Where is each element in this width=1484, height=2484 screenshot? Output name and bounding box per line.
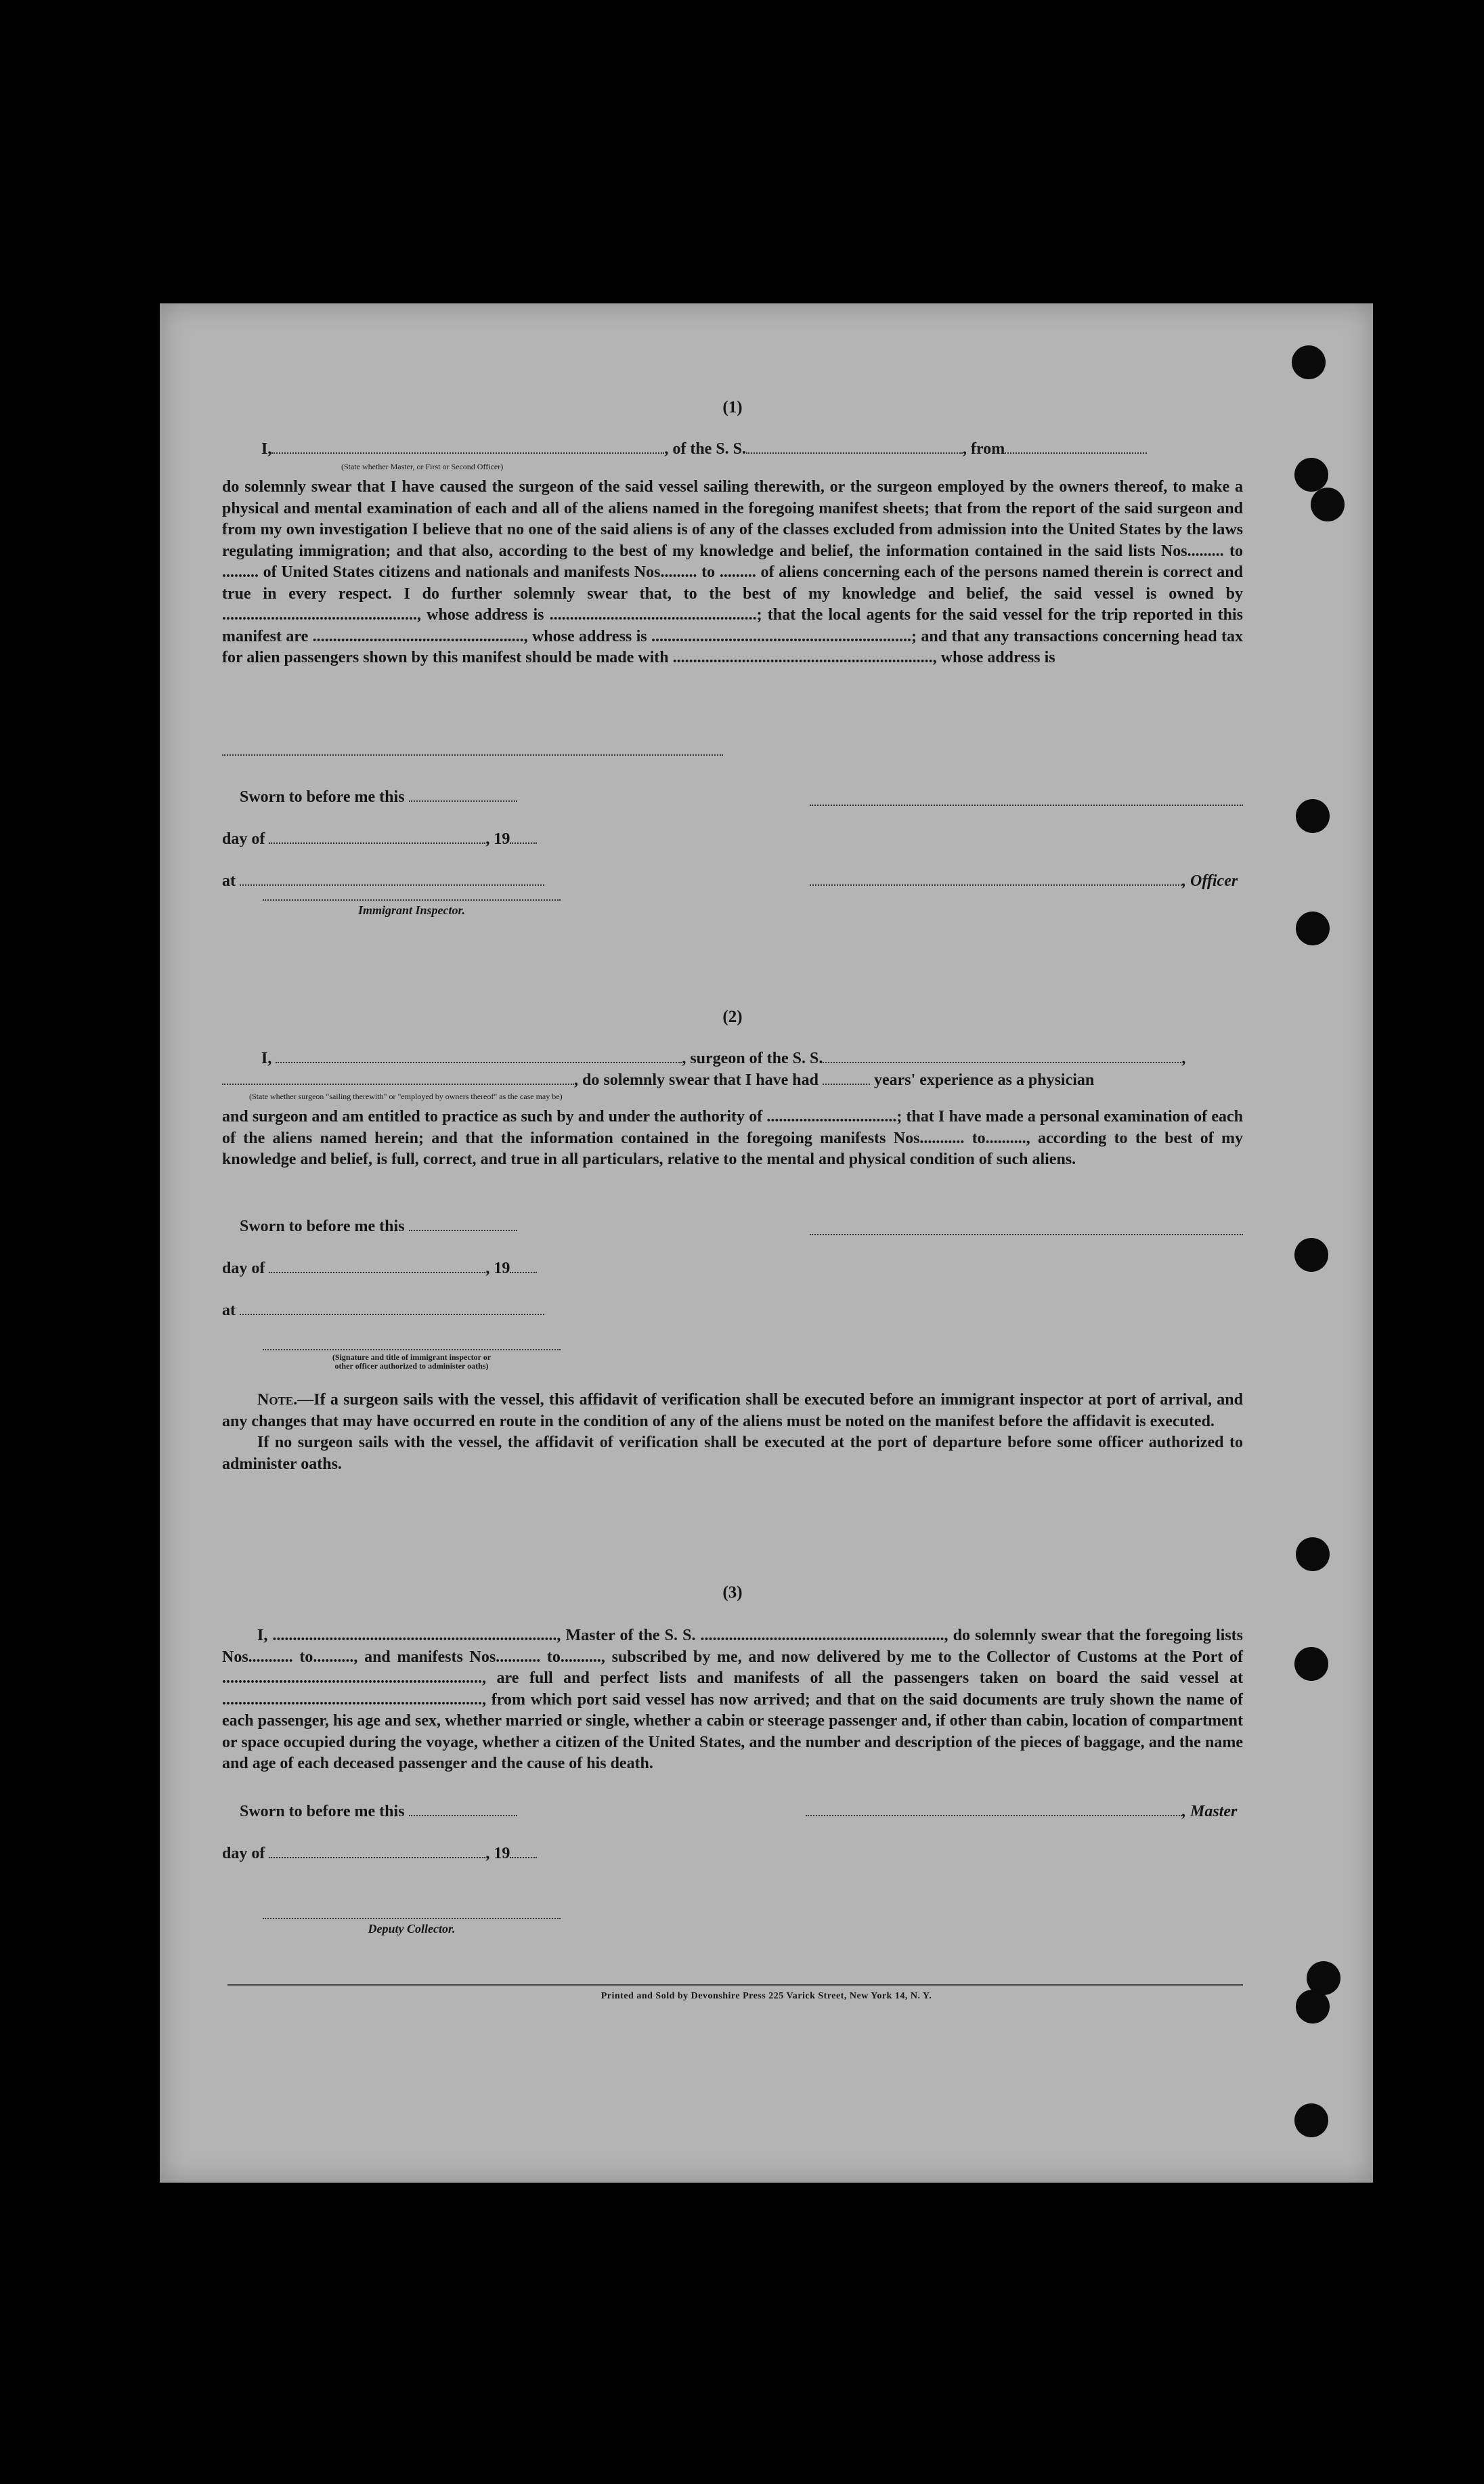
collector-signature-line[interactable] bbox=[263, 1918, 561, 1919]
surgeon-signature-line[interactable] bbox=[810, 1234, 1243, 1235]
officer-line bbox=[810, 872, 1238, 891]
punch-hole bbox=[1296, 799, 1330, 833]
note-paragraph-1 bbox=[222, 1390, 1243, 1432]
section-number: (2) bbox=[722, 1008, 743, 1026]
punch-hole bbox=[1296, 912, 1330, 945]
note-label: Note. bbox=[257, 1391, 298, 1409]
sworn-day-field[interactable] bbox=[409, 1803, 517, 1816]
note-text: —If a surgeon sails with the vessel, this affidavit of verification shall be executed before an immigrant inspector at port of arrival, and any changes that may have occurred en route in the condition of any of the aliens must be noted on the manifest before the affidavit is executed. bbox=[222, 1391, 1243, 1430]
affidavit-section-1 bbox=[222, 398, 1243, 890]
year-label: , 19 bbox=[485, 1260, 510, 1277]
section-number: (1) bbox=[722, 398, 743, 416]
printer-imprint: Printed and Sold by Devonshire Press 225 Varick Street, New York 14, N. Y. bbox=[601, 1991, 932, 2001]
signature-caption bbox=[263, 1353, 561, 1371]
officer-name-field[interactable] bbox=[271, 440, 664, 454]
footer-rule bbox=[227, 1984, 1243, 1986]
place-field[interactable] bbox=[240, 872, 544, 886]
inspector-signature-line[interactable] bbox=[263, 899, 561, 901]
master-line bbox=[806, 1803, 1237, 1821]
section-3-body: I, ......................................................................, Master of the S. S. ............................................................, do solemnly swear that the foregoing lists Nos........... to.........., and manifests Nos........... to.........., subscribed by me, and now delivered by me to the Collector of Customs at the Port of ................................................................, are full and perfect lists and manifests of all the passengers taken on board the said vessel at ................................................................, from which port said vessel has now arrived; and that on the said documents are truly shown the name of each passenger, his age and sex, whether married or single, whether a cabin or steerage passenger and, if other than cabin, location of compartment or space occupied during the voyage, whether a citizen of the United States, and the number and description of the pieces of baggage, and the name and age of each deceased passenger and the cause of his death. bbox=[222, 1627, 1243, 1772]
ship-name-field[interactable] bbox=[823, 1050, 1181, 1063]
officer-label: , Officer bbox=[1182, 872, 1238, 890]
day-of-line bbox=[222, 830, 537, 849]
surgeon-status-field[interactable] bbox=[222, 1071, 574, 1085]
surgeon-of-label: , surgeon of the S. S. bbox=[682, 1050, 823, 1067]
sworn-day-field[interactable] bbox=[409, 1218, 517, 1231]
year-field[interactable] bbox=[510, 830, 537, 844]
address-continuation-line[interactable] bbox=[222, 754, 723, 756]
month-field[interactable] bbox=[269, 1845, 485, 1858]
punch-hole bbox=[1292, 345, 1326, 379]
month-field[interactable] bbox=[269, 1260, 485, 1273]
section-number: (3) bbox=[722, 1583, 743, 1602]
section-1-first-line bbox=[261, 440, 1147, 458]
affidavit-section-3 bbox=[222, 1583, 1243, 1908]
month-field[interactable] bbox=[269, 830, 485, 844]
sworn-label: Sworn to before me this bbox=[240, 1803, 405, 1820]
at-line bbox=[222, 872, 544, 891]
section-1-body: do solemnly swear that I have caused the surgeon of the said vessel sailing therewith, or the surgeon employed by the owners thereof, to make a physical and mental examination of each and all of the aliens named in the foregoing manifest sheets; that from the report of the said surgeon and from my own investigation I believe that no one of the said aliens is of any of the classes excluded from admission into the United States by the laws regulating immigration; and that also, according to the best of my knowledge and belief, the information contained in the said lists Nos......... to ......... of United States citizens and nationals and manifests Nos......... to ......... of aliens concerning each of the persons named therein is correct and true in every respect. I do further solemnly swear that, to the best of my knowledge and belief, the said vessel is owned by ................................................, whose address is ...................................................; that the local agents for the said vessel for the trip reported in this manifest are ...................................................., whose address is ................................................................; and that any transactions concerning head tax for alien passengers shown by this manifest should be made with ................................................................, whose address is bbox=[222, 478, 1243, 666]
intro-i: I, bbox=[261, 440, 272, 458]
state-rank-note: (State whether Master, or First or Second Officer) bbox=[341, 462, 504, 471]
section-2-second-line bbox=[222, 1071, 1094, 1090]
note-paragraph-2: If no surgeon sails with the vessel, the affidavit of verification shall be executed at the port of departure before some officer authorized to administer oaths. bbox=[222, 1434, 1243, 1473]
punch-hole bbox=[1294, 1238, 1328, 1272]
officer-signature-line[interactable] bbox=[263, 1349, 561, 1350]
note-block bbox=[222, 1390, 1243, 1512]
swear-label: , do solemnly swear that I have had bbox=[574, 1071, 819, 1089]
from-label: , from bbox=[963, 440, 1005, 458]
punch-hole bbox=[1294, 458, 1328, 492]
sworn-line bbox=[240, 1218, 517, 1236]
at-label: at bbox=[222, 1302, 236, 1319]
at-label: at bbox=[222, 872, 236, 890]
master-label: , Master bbox=[1182, 1803, 1238, 1820]
signature-caption-line-2: other officer authorized to administer oaths) bbox=[334, 1361, 489, 1371]
year-label: , 19 bbox=[485, 830, 510, 848]
affidavit-section-2 bbox=[222, 1008, 1243, 1387]
place-field[interactable] bbox=[240, 1302, 544, 1315]
sworn-label: Sworn to before me this bbox=[240, 788, 405, 806]
punch-hole bbox=[1294, 2103, 1328, 2137]
surgeon-name-field[interactable] bbox=[276, 1050, 682, 1063]
sworn-line bbox=[240, 1803, 517, 1821]
year-field[interactable] bbox=[510, 1260, 537, 1273]
collector-caption: Deputy Collector. bbox=[368, 1922, 456, 1935]
of-ss-label: , of the S. S. bbox=[664, 440, 747, 458]
day-of-label: day of bbox=[222, 830, 265, 848]
years-label: years' experience as a physician bbox=[873, 1071, 1095, 1089]
ship-name-field[interactable] bbox=[746, 440, 963, 454]
day-of-label: day of bbox=[222, 1845, 265, 1862]
officer-signature-line[interactable] bbox=[810, 805, 1243, 806]
years-field[interactable] bbox=[823, 1071, 870, 1085]
section-2-first-line: I, , surgeon of the S. S. , bbox=[261, 1050, 1186, 1067]
sworn-label: Sworn to before me this bbox=[240, 1218, 405, 1235]
signature-caption-line-1: (Signature and title of immigrant inspector or bbox=[332, 1352, 492, 1362]
day-of-line bbox=[222, 1845, 537, 1863]
manifest-page bbox=[160, 303, 1373, 2183]
punch-hole bbox=[1294, 1647, 1328, 1681]
year-field[interactable] bbox=[510, 1845, 537, 1858]
officer-title-field[interactable] bbox=[810, 872, 1182, 886]
day-of-label: day of bbox=[222, 1260, 265, 1277]
inspector-caption: Immigrant Inspector. bbox=[357, 903, 466, 917]
punch-hole bbox=[1311, 488, 1345, 521]
sworn-line bbox=[240, 788, 517, 807]
surgeon-status-note: (State whether surgeon "sailing therewith" or "employed by owners thereof" as the case may be) bbox=[249, 1092, 563, 1101]
master-signature-field[interactable] bbox=[806, 1803, 1182, 1816]
at-line bbox=[222, 1302, 544, 1320]
intro-i: I, bbox=[261, 1050, 272, 1067]
sworn-day-field[interactable] bbox=[409, 788, 517, 802]
from-port-field[interactable] bbox=[1005, 440, 1147, 454]
section-2-body: and surgeon and am entitled to practice as such by and under the authority of ................................; that I have made a personal examination of each of the aliens named herein; and that the information contained in the foregoing manifests Nos........... to.........., according to the best of my knowledge and belief, is full, correct, and true in all particulars, relative to the mental and physical condition of such aliens. bbox=[222, 1108, 1243, 1168]
year-label: , 19 bbox=[485, 1845, 510, 1862]
day-of-line bbox=[222, 1260, 537, 1278]
punch-hole bbox=[1296, 1537, 1330, 1571]
